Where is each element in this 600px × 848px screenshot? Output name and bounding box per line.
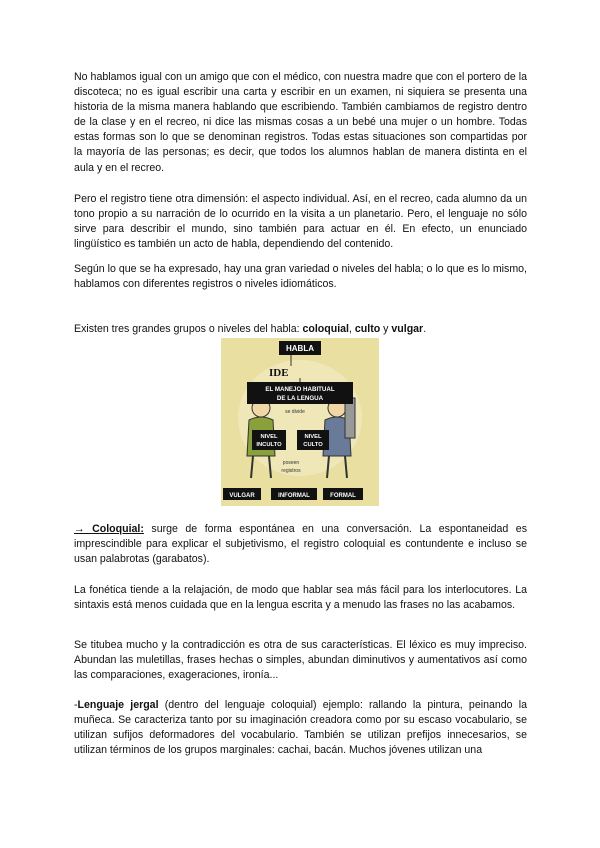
p8-dash: -: [74, 699, 78, 711]
label-el-manejo: EL MANEJO HABITUAL: [265, 386, 335, 393]
paragraph-1: No hablamos igual con un amigo que con el médico, con nuestra madre que con el portero de la discoteca; no es igual escribir una carta y escribir en un examen, ni siquiera se presenta una historia de la misma manera hablando que escribiendo. También cambiamos de registro dentro de la clase y en el recreo, ni dice las mismas cosas a un bebé una mujer o un hombre. Todas estas formas son lo que se denominan registros. Todas estas situaciones son compartidas por la mayoría de las personas; es decir, que todos los alumnos hablan de manera distinta en el aula y en el recreo.: [74, 71, 527, 174]
p4-vulgar: vulgar: [391, 323, 424, 335]
label-poseen: poseen: [282, 460, 300, 466]
p8-text: (dentro del lenguaje coloquial) ejemplo: rallando la pintura, peinando la muñeca. Se caracteriza tanto por su imaginación creadora como por su escaso vocabulario, se utilizan sufijos deformadores del vocabulario. También se utilizan prefijos innecesarios, se utilizan términos de los grupos marginales: cachai, bacán. Muchos jóvenes utilizan una: [74, 699, 527, 757]
box-vulgar: [223, 488, 261, 500]
label-nivel-inculto-1: NIVEL: [260, 434, 278, 440]
box-habla: [279, 341, 321, 355]
label-se-divide: se divide: [285, 409, 305, 415]
label-nivel-culto-2: CULTO: [303, 442, 323, 448]
paragraph-6: La fonética tiende a la relajación, de modo que hablar sea más fácil para los interlocutores. La sintaxis está menos cuidada que en la lengua escrita y a menudo las frases no las acabamos.: [74, 584, 527, 612]
box-nivel-inculto: [252, 430, 286, 450]
p4-end: .: [423, 323, 427, 335]
decorative-lettering: IDE: [269, 367, 289, 379]
box-nivel-culto: [297, 430, 329, 450]
paragraph-2: Pero el registro tiene otra dimensión: el aspecto individual. Así, en el recreo, cada alumno da un tono propio a su narración de lo ocurrido en la visita a un planetario. Pero, el lenguaje no sólo sirve para describir el mundo, sino también para actuar en él. En efecto, un enunciado lingüístico es también un acto de habla, dependiendo del contenido.: [74, 193, 527, 251]
label-nivel-inculto-2: INCULTO: [256, 442, 282, 448]
label-nivel-culto-1: NIVEL: [304, 434, 322, 440]
coloquial-heading: → Coloquial:: [74, 523, 144, 535]
paragraph-4: [74, 322, 527, 337]
label-informal: INFORMAL: [278, 493, 310, 499]
label-registros: registros: [281, 468, 301, 474]
p5-text: surge de forma espontánea en una conversación. La espontaneidad es imprescindible para explicar el subjetivismo, el registro coloquial es contundente e incluso se usan palabrotas (garabatos).: [74, 523, 527, 566]
p4-sep2: y: [380, 323, 392, 335]
label-habla: HABLA: [286, 344, 314, 353]
label-formal: FORMAL: [330, 493, 356, 499]
paragraph-5: [74, 522, 527, 567]
registers-diagram-illustration: [221, 338, 379, 506]
p4-coloquial: coloquial: [302, 323, 349, 335]
paragraph-3: Según lo que se ha expresado, hay una gran variedad o niveles del habla; o lo que es lo mismo, hablamos con diferentes registros o niveles idiomáticos.: [74, 263, 527, 291]
box-formal: [323, 488, 363, 500]
paragraph-8: [74, 698, 527, 758]
p8-jergal: Lenguaje jergal: [77, 699, 159, 711]
label-de-la-lengua: DE LA LENGUA: [276, 395, 324, 402]
p4-sep1: ,: [349, 323, 355, 335]
p4-text: Existen tres grandes grupos o niveles del habla:: [74, 323, 303, 335]
paragraph-7: Se titubea mucho y la contradicción es otra de sus características. El léxico es muy impreciso. Abundan las muletillas, frases hechas o simples, abundan diminutivos y aumentativos así como las comparaciones, exageraciones, ironía...: [74, 639, 527, 682]
box-manejo: [247, 382, 353, 404]
p4-culto: culto: [354, 323, 381, 335]
label-vulgar: VULGAR: [229, 493, 255, 499]
box-informal: [271, 488, 317, 500]
